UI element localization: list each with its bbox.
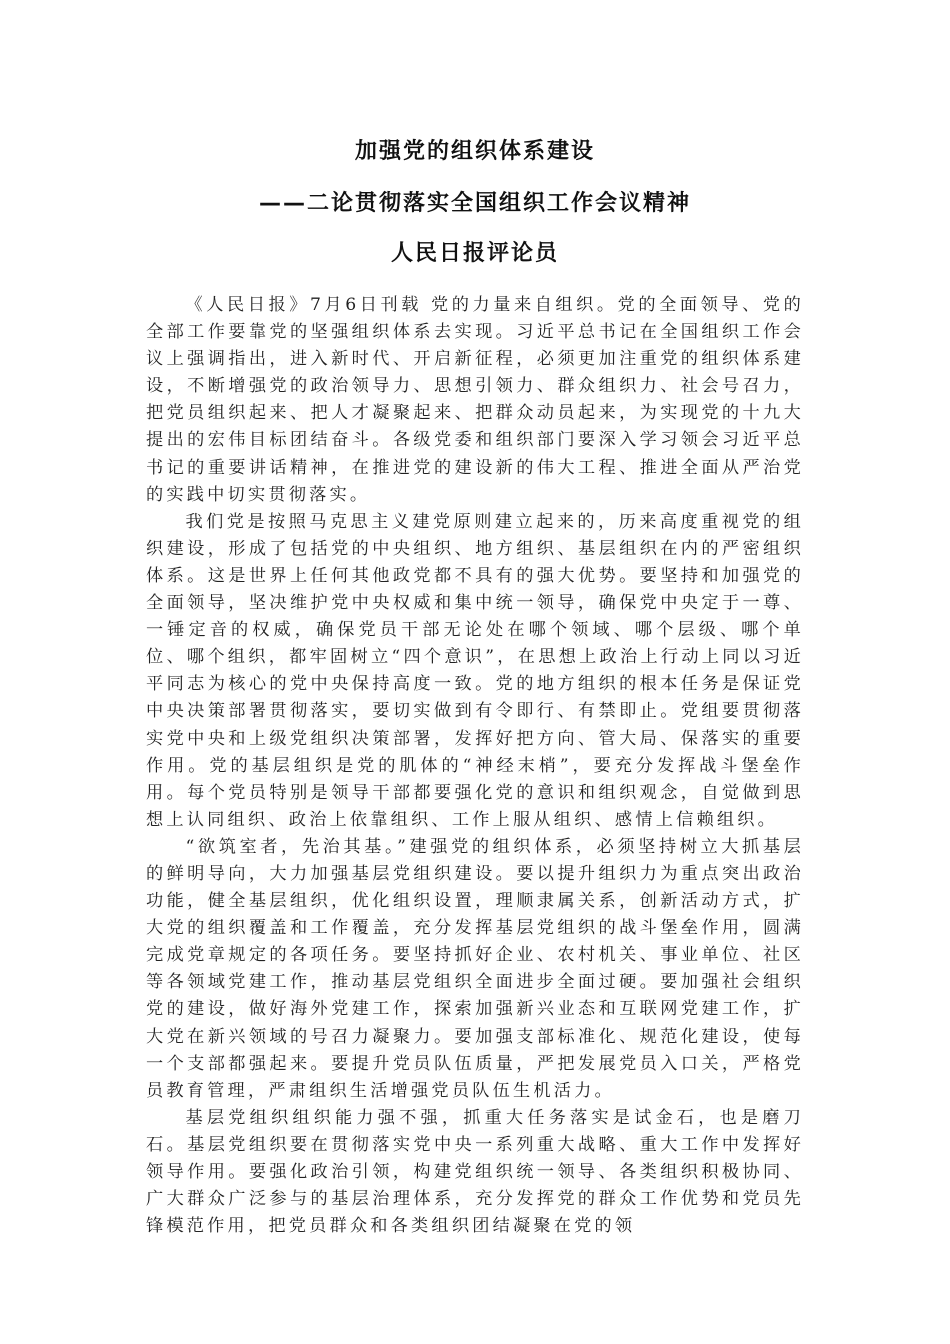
paragraph: “欲筑室者，先治其基。”建强党的组织体系，必须坚持树立大抓基层的鲜明导向，大力加强基层党组织建设。要以提升组织力为重点突出政治功能，健全基层组织，优化组织设置，理顺隶属关系，创新活动方式，扩大党的组织覆盖和工作覆盖，充分发挥基层党组织的战斗堡垒作用，圆满完成党章规定的各项任务。要坚持抓好企业、农村机关、事业单位、社区等各领域党建工作，推动基层党组织全面进步全面过硬。要加强社会组织党的建设，做好海外党建工作，探索加强新兴业态和互联网党建工作，扩大党在新兴领域的号召力凝聚力。要加强支部标准化、规范化建设，使每一个支部都强起来。要提升党员队伍质量，严把发展党员入口关，严格党员教育管理，严肃组织生活增强党员队伍生机活力。 [146, 836, 804, 1101]
article-title: 加强党的组织体系建设 [354, 139, 595, 164]
article-subtitle: ——二论贯彻落实全国组织工作会议精神 [258, 191, 691, 216]
paragraph: 我们党是按照马克思主义建党原则建立起来的，历来高度重视党的组织建设，形成了包括党的中央组织、地方组织、基层组织在内的严密组织体系。这是世界上任何其他政党都不具有的强大优势。要坚持和加强党的全面领导，坚决维护党中央权威和集中统一领导，确保党中央定于一尊、一锤定音的权威，确保党员干部无论处在哪个领域、哪个层级、哪个单位、哪个组织，都牢固树立“四个意识”，在思想上政治上行动上同以习近平同志为核心的党中央保持高度一致。党的地方组织的根本任务是保证党中央决策部署贯彻落实，要切实做到有令即行、有禁即止。党组要贯彻落实党中央和上级党组织决策部署，发挥好把方向、管大局、保落实的重要作用。党的基层组织是党的肌体的“神经末梢”，要充分发挥战斗堡垒作用。每个党员特别是领导干部都要强化党的意识和组织观念，自觉做到思想上认同组织、政治上依靠组织、工作上服从组织、感情上信赖组织。 [146, 511, 804, 830]
article-byline: 人民日报评论员 [390, 241, 559, 266]
paragraph: 基层党组织组织能力强不强，抓重大任务落实是试金石，也是磨刀石。基层党组织要在贯彻落实党中央一系列重大战略、重大工作中发挥好领导作用。要强化政治引领，构建党组织统一领导、各类组织积极协同、广大群众广泛参与的基层治理体系，充分发挥党的群众工作优势和党员先锋模范作用，把党员群众和各类组织团结凝聚在党的领 [146, 1107, 804, 1237]
article-body [146, 292, 804, 1240]
paragraph: 《人民日报》7月6日刊载 党的力量来自组织。党的全面领导、党的全部工作要靠党的坚强组织体系去实现。习近平总书记在全国组织工作会议上强调指出，进入新时代、开启新征程，必须更加注重党的组织体系建设，不断增强党的政治领导力、思想引领力、群众组织力、社会号召力，把党员组织起来、把人才凝聚起来、把群众动员起来，为实现党的十九大提出的宏伟目标团结奋斗。各级党委和组织部门要深入学习领会习近平总书记的重要讲话精神，在推进党的建设新的伟大工程、推进全面从严治党的实践中切实贯彻落实。 [146, 295, 804, 505]
